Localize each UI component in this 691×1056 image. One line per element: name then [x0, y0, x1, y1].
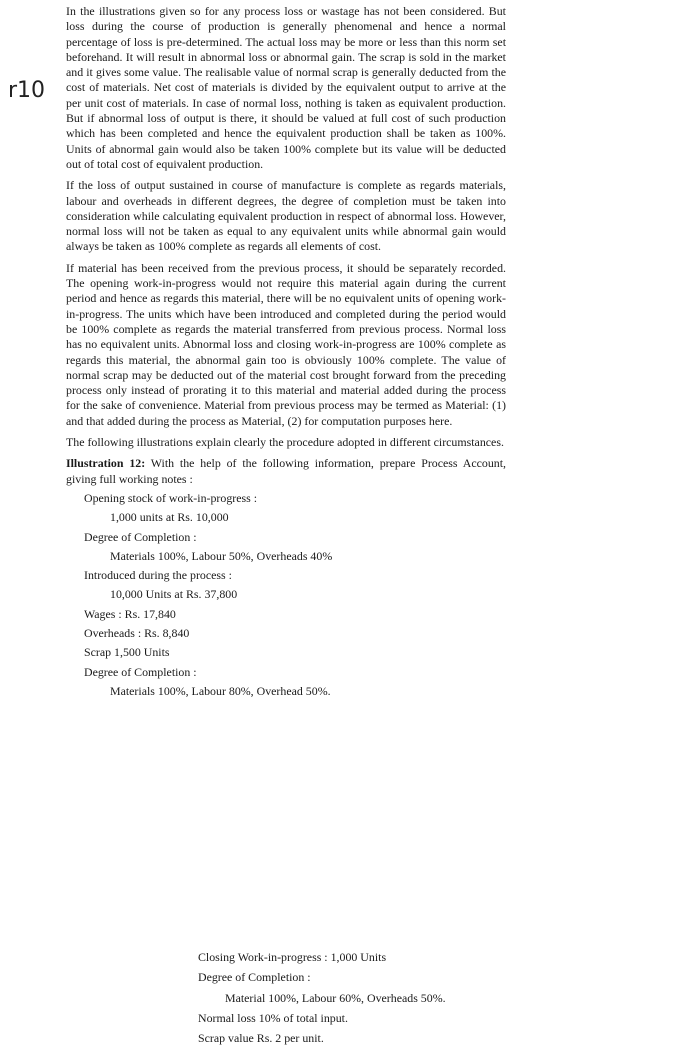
margin-mark: r10	[8, 78, 46, 103]
illustration-line: Introduced during the process :	[84, 568, 232, 583]
illustration-line: Degree of Completion :	[84, 664, 197, 679]
bottom-line: Scrap value Rs. 2 per unit.	[198, 1031, 324, 1046]
illustration-line: 10,000 Units at Rs. 37,800	[110, 587, 238, 602]
illustration-line: Overheads : Rs. 8,840	[84, 625, 190, 640]
illustration-heading	[66, 456, 506, 487]
illustration-title: Illustration 12:	[66, 456, 146, 471]
bottom-block	[198, 950, 518, 1051]
bottom-line: Normal loss 10% of total input.	[198, 1010, 348, 1025]
illustration-data-list	[66, 491, 506, 699]
illustration-line: Wages : Rs. 17,840	[84, 606, 176, 621]
illustration-line: Degree of Completion :	[84, 529, 197, 544]
main-column	[66, 4, 506, 703]
paragraph-normal-loss: In the illustrations given so for any process loss or wastage has not been considered. But loss during the course of production is generally phenomenal and hence a normal percentage of loss is pre-determined. The actual loss may be more or less than this norm set beforehand. It will result in abnormal loss or abnormal gain. The scrap is sold in the market and it gives some value. The realisable value of normal scrap is generally deducted from the cost of materials. Net cost of materials is divided by the equivalent output to arrive at the per unit cost of materials. In case of normal loss, nothing is taken as equivalent production. But if abnormal loss of output is there, it should be valued at full cost of such production which has been completed and hence the equivalent production shall be taken as 100%. Units of abnormal gain would also be taken 100% complete but its value will be deducted out of total cost of equivalent production.	[66, 4, 506, 171]
illustration-intro: With the help of the following information, prepare Process Account, giving full working notes :	[66, 456, 506, 486]
illustration-line: Opening stock of work-in-progress :	[84, 490, 258, 505]
illustration-line: Materials 100%, Labour 80%, Overhead 50%.	[110, 683, 331, 698]
bottom-line: Degree of Completion :	[198, 970, 311, 985]
illustration-line: Materials 100%, Labour 50%, Overheads 40%	[110, 548, 333, 563]
paragraph-previous-process-material: If material has been received from the previous process, it should be separately recorded. The opening work-in-progress would not require this material again during the current period and hence as regards this material, there will be no equivalent units of opening work-in-progress. The units which have been introduced and completed during the period would be 100% complete as regards the material transferred from previous process. Normal loss has no equivalent units. Abnormal loss and closing work-in-progress are 100% complete as regards this material, the abnormal gain too is obviously 100% complete. The value of normal scrap may be deducted out of the material cost brought forward from the preceding process only instead of prorating it to this material and material added during the process for the sake of convenience. Material from previous process may be termed as Material: (1) and that added during the process as Material, (2) for computation purposes here.	[66, 260, 506, 428]
illustration-line: Scrap 1,500 Units	[84, 645, 170, 660]
illustration-line: 1,000 units at Rs. 10,000	[110, 510, 229, 525]
paragraph-following-illustrations: The following illustrations explain clearly the procedure adopted in different circumstances.	[66, 435, 504, 450]
paragraph-loss-of-output: If the loss of output sustained in course of manufacture is complete as regards materials, labour and overheads in different degrees, the degree of completion must be taken into consideration while calculating equivalent production in respect of abnormal loss. However, normal loss will not be taken as equal to any equivalent units while abnormal gain would always be taken as 100% complete as regards all elements of cost.	[66, 178, 506, 254]
bottom-line: Closing Work-in-progress : 1,000 Units	[198, 950, 387, 964]
bottom-line: Material 100%, Labour 60%, Overheads 50%.	[225, 990, 446, 1005]
